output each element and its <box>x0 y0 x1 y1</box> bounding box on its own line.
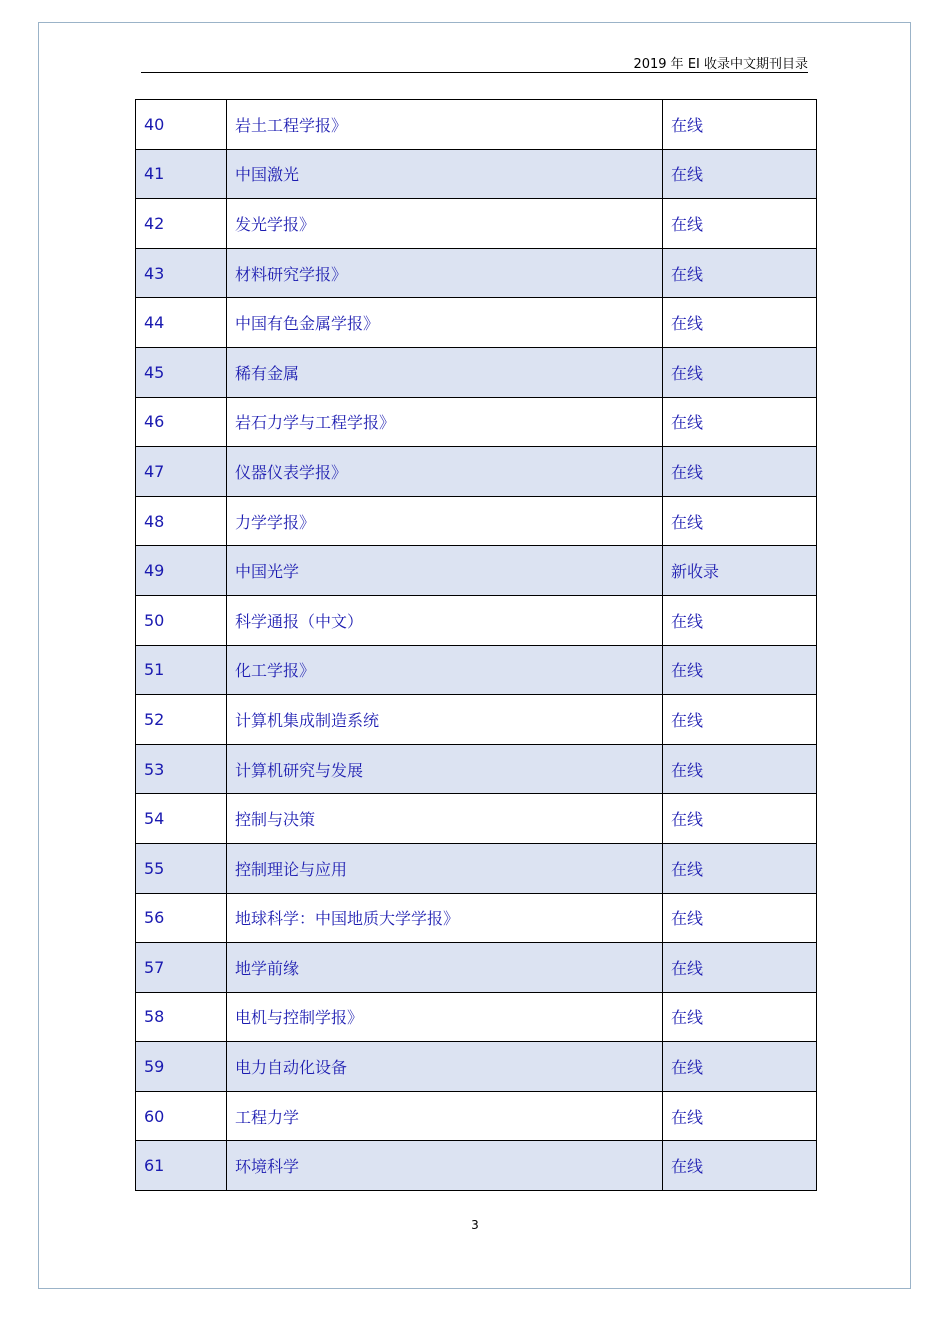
journal-list-table <box>135 99 817 1191</box>
table-row <box>136 496 817 546</box>
table-row <box>136 298 817 348</box>
journal-name: 控制与决策 <box>227 794 663 844</box>
journal-status: 在线 <box>663 496 817 546</box>
row-number: 45 <box>136 347 227 397</box>
journal-status: 在线 <box>663 843 817 893</box>
journal-name: 电力自动化设备 <box>227 1042 663 1092</box>
journal-name: 地球科学：中国地质大学学报》 <box>227 893 663 943</box>
table-row <box>136 744 817 794</box>
journal-name: 工程力学 <box>227 1091 663 1141</box>
row-number: 49 <box>136 546 227 596</box>
row-number: 55 <box>136 843 227 893</box>
journal-status: 在线 <box>663 595 817 645</box>
row-number: 52 <box>136 695 227 745</box>
journal-name: 力学学报》 <box>227 496 663 546</box>
row-number: 59 <box>136 1042 227 1092</box>
row-number: 61 <box>136 1141 227 1191</box>
header-divider <box>141 72 808 73</box>
journal-name: 中国有色金属学报》 <box>227 298 663 348</box>
journal-name: 环境科学 <box>227 1141 663 1191</box>
journal-name: 计算机研究与发展 <box>227 744 663 794</box>
row-number: 54 <box>136 794 227 844</box>
journal-status: 在线 <box>663 347 817 397</box>
journal-status: 在线 <box>663 1091 817 1141</box>
journal-name: 地学前缘 <box>227 943 663 993</box>
journal-name: 计算机集成制造系统 <box>227 695 663 745</box>
journal-name: 中国激光 <box>227 149 663 199</box>
journal-status: 在线 <box>663 199 817 249</box>
row-number: 44 <box>136 298 227 348</box>
journal-name: 科学通报（中文） <box>227 595 663 645</box>
row-number: 47 <box>136 447 227 497</box>
journal-name: 中国光学 <box>227 546 663 596</box>
row-number: 51 <box>136 645 227 695</box>
journal-status: 在线 <box>663 943 817 993</box>
table-row <box>136 1042 817 1092</box>
journal-name: 仪器仪表学报》 <box>227 447 663 497</box>
row-number: 56 <box>136 893 227 943</box>
table-row <box>136 893 817 943</box>
journal-status: 在线 <box>663 447 817 497</box>
table-row <box>136 695 817 745</box>
journal-name: 稀有金属 <box>227 347 663 397</box>
journal-status: 在线 <box>663 992 817 1042</box>
row-number: 60 <box>136 1091 227 1141</box>
journal-status: 新收录 <box>663 546 817 596</box>
table-row <box>136 149 817 199</box>
table-row <box>136 347 817 397</box>
row-number: 57 <box>136 943 227 993</box>
table-row <box>136 1091 817 1141</box>
table-row <box>136 1141 817 1191</box>
journal-status: 在线 <box>663 1042 817 1092</box>
journal-name: 岩土工程学报》 <box>227 100 663 150</box>
journal-status: 在线 <box>663 1141 817 1191</box>
journal-status: 在线 <box>663 298 817 348</box>
table-row <box>136 546 817 596</box>
row-number: 46 <box>136 397 227 447</box>
row-number: 58 <box>136 992 227 1042</box>
page-header-title: 2019 年 EI 收录中文期刊目录 <box>633 57 808 72</box>
row-number: 42 <box>136 199 227 249</box>
journal-status: 在线 <box>663 695 817 745</box>
row-number: 40 <box>136 100 227 150</box>
row-number: 48 <box>136 496 227 546</box>
page-number: 3 <box>471 1218 479 1232</box>
journal-status: 在线 <box>663 794 817 844</box>
row-number: 41 <box>136 149 227 199</box>
journal-name: 控制理论与应用 <box>227 843 663 893</box>
table-row <box>136 397 817 447</box>
table-row <box>136 943 817 993</box>
table-row <box>136 248 817 298</box>
journal-status: 在线 <box>663 645 817 695</box>
table-row <box>136 645 817 695</box>
row-number: 50 <box>136 595 227 645</box>
journal-name: 材料研究学报》 <box>227 248 663 298</box>
table-row <box>136 992 817 1042</box>
table-row <box>136 843 817 893</box>
table-row <box>136 595 817 645</box>
journal-name: 电机与控制学报》 <box>227 992 663 1042</box>
table-row <box>136 199 817 249</box>
journal-name: 发光学报》 <box>227 199 663 249</box>
journal-status: 在线 <box>663 893 817 943</box>
journal-status: 在线 <box>663 397 817 447</box>
journal-name: 岩石力学与工程学报》 <box>227 397 663 447</box>
table-row <box>136 100 817 150</box>
table-row <box>136 447 817 497</box>
row-number: 53 <box>136 744 227 794</box>
journal-status: 在线 <box>663 149 817 199</box>
journal-status: 在线 <box>663 248 817 298</box>
row-number: 43 <box>136 248 227 298</box>
table-row <box>136 794 817 844</box>
journal-name: 化工学报》 <box>227 645 663 695</box>
journal-status: 在线 <box>663 100 817 150</box>
journal-status: 在线 <box>663 744 817 794</box>
